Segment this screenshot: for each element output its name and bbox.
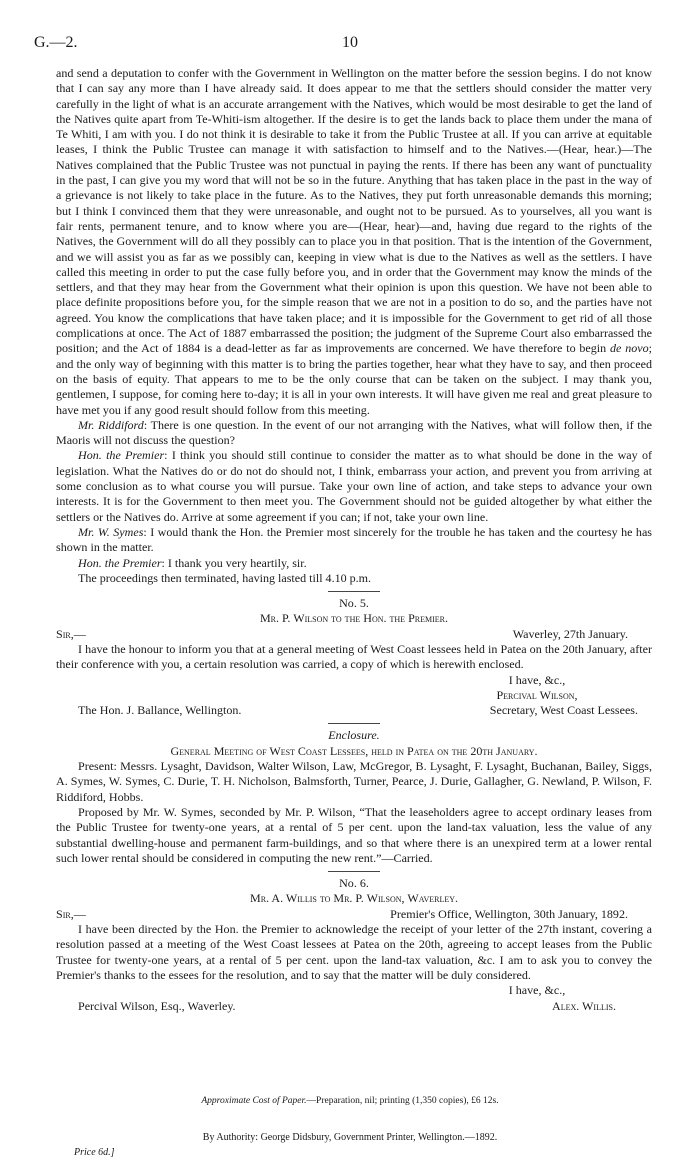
closing: I have, &c., [508,672,566,687]
price-note: Price 6d.] [74,1147,115,1158]
enclosure-heading: General Meeting of West Coast Lessees, held in Patea on the 20th January. [170,743,538,758]
speech-paragraph: Hon. the Premier: I think you should still continue to consider the matter as to what should be done in the way of legislation. What the Natives do or do not do should not, I think, embarrass your action, and prevent you from arriving at some conclusion as to what course you will pursue. Take your own line of action, and take steps to advance your own interests. It is for the Government to then meet you. The Government should not be guided altogether by what either the settlers or the Natives do. Arrive at some agreement if you can; if not, take your own line. [56,448,653,524]
signer-title: Secretary, West Coast Lessees. [489,703,638,718]
recipient-row [56,999,652,1014]
recipient: The Hon. J. Ballance, Wellington. [78,703,242,718]
page-number: 10 [342,34,358,51]
speech-paragraph: and send a deputation to confer with the Government in Wellington on the matter before the session begins. I do not know that I can say any more than I have already said. It does appear to me that the settlers should consider the matter very carefully in the light of what is an accurate arrangement with the Natives, which would be most desirable to get the land of the Natives quite apart from Te-Whiti-ism altogether. If the desire is to get the lands back to place them under the mana of Te Whiti, I am with you. I do not think it is desirable to take it from the Public Trustee at all. If you can arrive at equitable leases, I think the Public Trustee can manage it with satisfaction to himself and to the Natives.—(Hear, hear.)—The Natives complained that the Public Trustee was not punctual in paying the rents. If there has been any want of punctuality in the past, I can give you my word that will not be so in the future. Anything that has taken place in the past in the way of a grievance is not likely to take place in the future. As to the Natives, they put forth unreasonable demands this morning; but I think I convinced them that they were unreasonable, and ought not to be pursued. As to yourselves, all you want is fair rents, permanent tenure, and to know where you are—(Hear, hear)—and, having due regard to the rights of the Natives, the Government will do all they possibly can to place you in that position. That is the intention of the Government, and we will assist you as far as we possibly can, keeping in view what is due to the Natives as well as the settlers. I have called this meeting in order to put the case fully before you, and in order that the Government may know the minds of the settlers, and that they may hear from the Government what their opinion is upon this question. We have not been able to place definite propositions before you, for the simple reason that we are not in a position to do so, and the parties have not agreed. You know the complications that have taken place; and it is impossible for the Government to get rid of all those complications at once. The Act of 1887 embarrassed the position; the judgment of the Supreme Court also embarrassed the position; and the Act of 1884 is a dead-letter as far as improvements are concerned. We have therefore to begin de novo; and the only way of beginning with this matter is to bring the parties together, hear what they have to say, and then proceed on the basis of equity. That appears to me to be the only course that can be taken on the subject. I may thank you, gentlemen, I suppose, for coming here to-day; it is all in your own interests. It will have given me real and great pleasure to have met you if any good result should follow from this meeting. [56,66,652,417]
speaker-name: Mr. W. Symes [78,524,144,539]
closing-paragraph: The proceedings then terminated, having lasted till 4.10 p.m. [78,570,372,585]
speaker-name: Mr. Riddiford [78,417,144,432]
letter-heading: Mr. P. Wilson to the Hon. the Premier. [259,611,449,626]
salutation-row [56,627,652,642]
letter-number: No. 5. [339,596,369,611]
closing: I have, &c., [508,983,566,998]
speaker-name: Hon. the Premier [78,448,165,463]
recipient: Percival Wilson, Esq., Waverley. [78,998,236,1013]
speaker-name: Hon. the Premier [78,555,162,570]
section-divider [328,591,380,592]
signer-name: Alex. Willis. [552,998,616,1013]
letter-body: I have been directed by the Hon. the Premier to acknowledge the receipt of your letter of the 27th instant, covering a resolution passed at a meeting of the West Coast lessees at Patea on the 20th, agreeing to accept leases from the Public Trustee for twenty-one years, at a rental of 5 per cent. upon the land-tax valuation, &c. I am to ask you to convey the Premier's thanks to the essees for the resolution, and to say that the matter will be duly considered. [56,922,652,982]
recipient-row [56,703,652,718]
attendees-list: Present: Messrs. Lysaght, Davidson, Walter Wilson, Law, McGregor, B. Lysaght, F. Lysaght, Buchanan, Bailey, Siggs, A. Symes, W. Symes, C. Durie, T. H. Nicholson, Balmsforth, Turner, Pearce, J. Durie, Gallagher, G. Newland, P. Wilson, F. Riddiford, Hobbs. [56,759,652,804]
resolution-text: Proposed by Mr. W. Symes, seconded by Mr. P. Wilson, “That the leaseholders agree to accept ordinary leases from the Public Trustee for twenty-one years, at a rental of 5 per cent. upon the land-tax valuation, less the value of any substantial dwelling-house and permanent farm-buildings, and so that where there is an unexpired term at a lower rental such lower rental should be considered in computing the new rent.”—Carried. [56,804,652,865]
speech-paragraph: Mr. W. Symes: I would thank the Hon. the Premier most sincerely for the trouble he has taken and the courtesy he has shown in the matter. [56,524,652,555]
enclosure-label: Enclosure. [328,728,380,743]
latin-phrase: de novo [610,341,649,356]
document-reference: G.—2. [34,34,78,51]
signature-block [56,673,652,704]
salutation: Sir,— [56,626,86,641]
section-divider [328,871,380,872]
letter-heading: Mr. A. Willis to Mr. P. Wilson, Waverley. [249,891,459,906]
document-body [56,66,652,1014]
salutation: Sir,— [56,906,86,921]
speech-paragraph: Hon. the Premier: I thank you very heartily, sir. [78,555,307,570]
place-date: Waverley, 27th January. [512,626,628,641]
section-divider [328,723,380,724]
cost-note: Approximate Cost of Paper.—Preparation, nil; printing (1,350 copies), £6 12s. [201,1096,499,1106]
letter-body: I have the honour to inform you that at a general meeting of West Coast lessees held in Patea on the 20th January, after their conference with you, a certain resolution was carried, a copy of which is herewith enclosed. [56,641,652,672]
letter-number: No. 6. [339,876,369,891]
signer-name: Percival Wilson, [496,687,578,702]
closing-block [56,983,652,998]
printer-imprint: By Authority: George Didsbury, Government Printer, Wellington.—1892. [202,1132,498,1143]
place-date: Premier's Office, Wellington, 30th January, 1892. [390,906,628,921]
salutation-row [56,907,652,922]
speech-paragraph: Mr. Riddiford: There is one question. In the event of our not arranging with the Natives, what will follow then, if the Maoris will not discuss the question? [56,417,652,448]
